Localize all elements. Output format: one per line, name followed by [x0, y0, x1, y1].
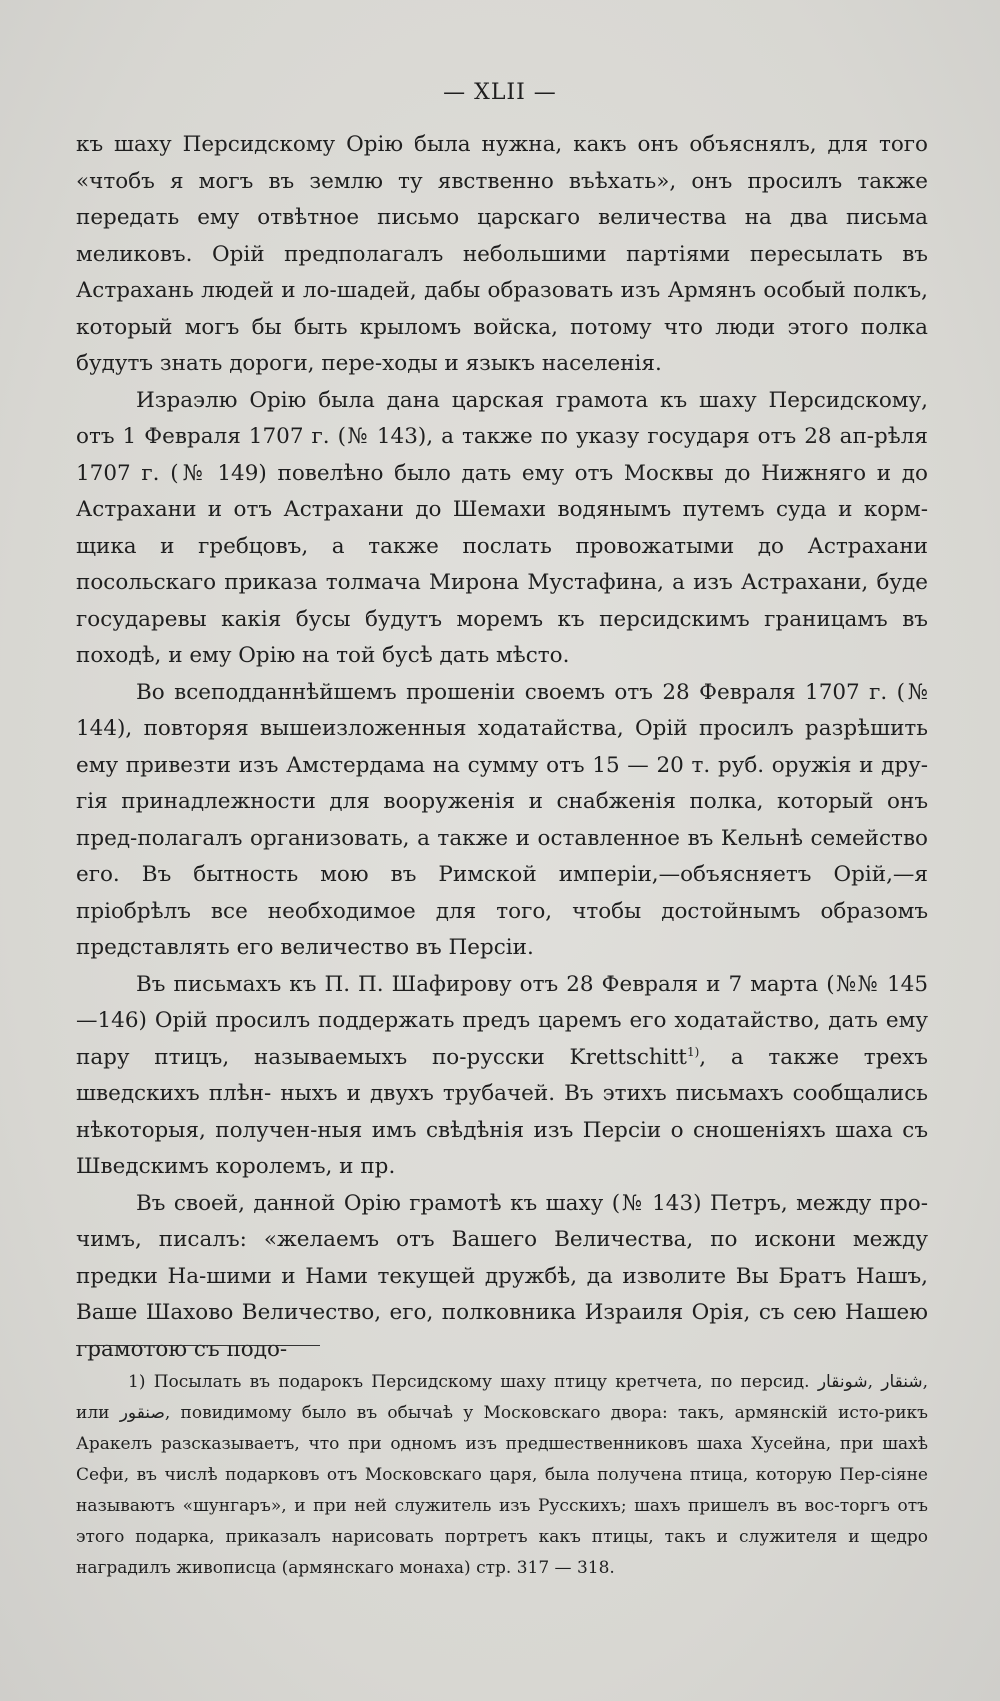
footnote-text-c: , повидимому было въ обычаѣ у Московскаго двора: такъ, армянскій исто-рикъ Аракелъ разсказываетъ, что при одномъ изъ предшественниковъ шаха Хусейна, при шахѣ Сефи, въ числѣ подарковъ отъ Московскаго царя, была получена птица, которую Пер-сіяне называютъ «шунгаръ», и при ней служитель изъ Русскихъ; шахъ пришелъ въ вос-торгъ отъ этого подарка, приказалъ нарисовать портретъ какъ птицы, такъ и служителя и щедро наградилъ живописца (армянскаго монаха) стр. 317 — 318. [76, 1403, 928, 1578]
arabic-word-3: صنقور [119, 1403, 165, 1423]
footnote-paragraph: 1) Посылать въ подарокъ Персидскому шаху птицу кретчета, по персид. شونقار, شنقار, или صنقور, повидимому было въ обычаѣ у Московскаго двора: такъ, армянскій исто-рикъ Аракелъ разсказываетъ, что при одномъ изъ предшественниковъ шаха Хусейна, при шахѣ Сефи, въ числѣ подарковъ отъ Московскаго царя, была получена птица, которую Пер-сіяне называютъ «шунгаръ», и при ней служитель изъ Русскихъ; шахъ пришелъ въ вос-торгъ отъ этого подарка, приказалъ нарисовать портретъ какъ птицы, такъ и служителя и щедро наградилъ живописца (армянскаго монаха) стр. 317 — 318. [76, 1372, 929, 1578]
paragraph-1: къ шаху Персидскому Орію была нужна, какъ онъ объяснялъ, для того «чтобъ я могъ въ землю ту явственно въѣхать», онъ просилъ также передать ему отвѣтное письмо царскаго величества на два письма меликовъ. Орій предполагалъ небольшими партіями пересылать въ Астрахань людей и ло-шадей, дабы образовать изъ Армянъ особый полкъ, который могъ бы быть крыломъ войска, потому что люди этого полка будутъ знать дороги, пере-ходы и языкъ населенія. [76, 132, 928, 376]
paragraph-4 [76, 967, 928, 1186]
paragraph-3: Во всеподданнѣйшемъ прошеніи своемъ отъ 28 Февраля 1707 г. (№ 144), повторяя вышеизложенныя ходатайства, Орій просилъ разрѣшить ему привезти изъ Амстердама на сумму отъ 15 — 20 т. руб. оружія и дру-гія принадлежности для вооруженія и снабженія полка, который онъ пред-полагалъ организовать, а также и оставленное въ Кельнѣ семейство его. Въ бытность мою въ Римской имперіи,—объясняетъ Орій,—я пріобрѣлъ все необходимое для того, чтобы достойнымъ образомъ представлять его величество въ Персіи. [76, 679, 928, 960]
page-number: — XLII — [443, 80, 557, 105]
footnote-reference: 1) [686, 1044, 700, 1059]
footnote [76, 1367, 928, 1584]
arabic-word-2: شنقار [881, 1372, 923, 1392]
footnote-divider [76, 1345, 320, 1346]
arabic-word-1: شونقار [817, 1372, 868, 1392]
paragraph-2: Израэлю Орію была дана царская грамота къ шаху Персидскому, отъ 1 Февраля 1707 г. (№ 143), а также по указу государя отъ 28 ап-рѣля 1707 г. (№ 149) повелѣно было дать ему отъ Москвы до Нижняго и до Астрахани и отъ Астрахани до Шемахи водянымъ путемъ суда и корм-щика и гребцовъ, а также послать провожатыми до Астрахани посольскаго приказа толмача Мирона Мустафина, а изъ Астрахани, буде государевы какія бусы будутъ моремъ къ персидскимъ границамъ въ походѣ, и ему Орію на той бусѣ дать мѣсто. [76, 387, 928, 668]
main-text [76, 127, 928, 1368]
paragraph-5: Въ своей, данной Орію грамотѣ къ шаху (№ 143) Петръ, между про-чимъ, писалъ: «желаемъ отъ Вашего Величества, по искони между предки На-шими и Нами текущей дружбѣ, да изволите Вы Братъ Нашъ, Ваше Шахово Величество, его, полковника Израиля Орія, съ сею Нашею грамотою съ подо- [76, 1190, 928, 1362]
paragraph-4-cont: , а также трехъ шведскихъ плѣн- [76, 1044, 928, 1106]
paragraph-4-text: Въ письмахъ къ П. П. Шафирову отъ 28 Февраля и 7 марта (№№ 145—146) Орій просилъ поддержать предъ царемъ его ходатайство, дать ему пару птицъ, называемыхъ по-русски Krettschitt [76, 971, 928, 1070]
footnote-text-a: Посылать въ подарокъ Персидскому шаху птицу кретчета, по персид. [153, 1372, 810, 1392]
footnote-text-b: , или [76, 1372, 929, 1423]
paragraph-4-tail: ныхъ и двухъ трубачей. Въ этихъ письмахъ сообщались нѣкоторыя, получен-ныя имъ свѣдѣнія изъ Персіи о сношеніяхъ шаха съ Шведскимъ королемъ, и пр. [76, 1081, 928, 1179]
footnote-marker: 1) [128, 1372, 146, 1392]
